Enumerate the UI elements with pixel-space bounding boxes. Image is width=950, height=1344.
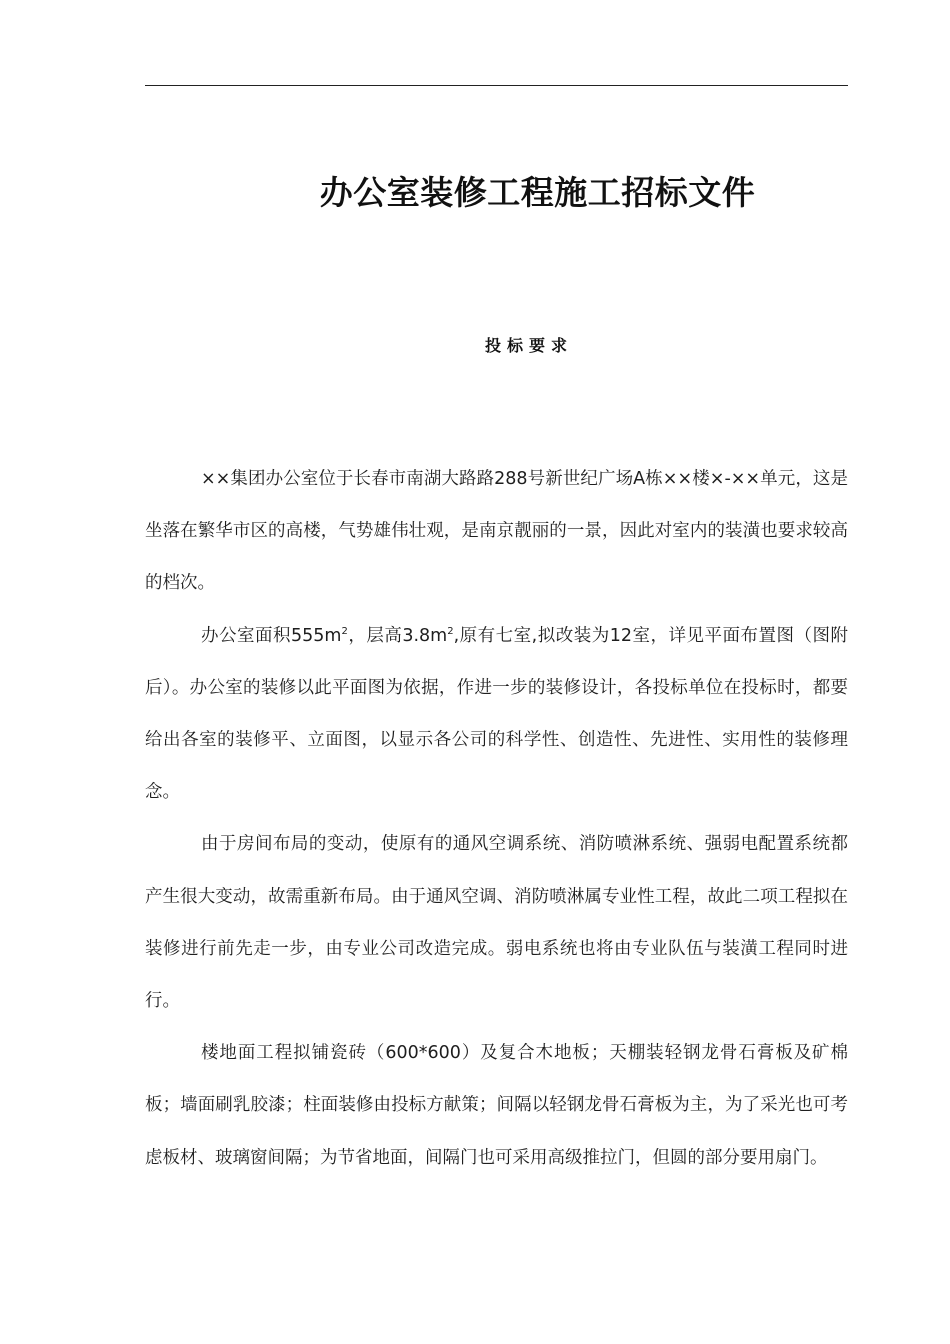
paragraph-location: ××集团办公室位于长春市南湖大路路288号新世纪广场A栋××楼×-××单元，这是坐落在繁华市区的高楼，气势雄伟壮观，是南京靓丽的一景，因此对室内的装潢也要求较高的档次。 bbox=[145, 469, 848, 594]
paragraph-area-text-3: ,原有七室,拟改装为12室，详见平面布置图（图附后）。办公室的装修以此平面图为依据，作进一步的装修设计，各投标单位在投标时，都要给出各室的装修平、立面图，以显示各公司的科学性、创造性、先进性、实用性的装修理念。 bbox=[145, 625, 848, 803]
document-title: 办公室装修工程施工招标文件 bbox=[319, 173, 756, 212]
paragraph-area-text-1: 办公室面积555m bbox=[201, 625, 342, 646]
superscript-2: 2 bbox=[341, 625, 348, 637]
superscript-2: 2 bbox=[447, 625, 454, 637]
paragraph-systems: 由于房间布局的变动，使原有的通风空调系统、消防喷淋系统、强弱电配置系统都产生很大变动，故需重新布局。由于通风空调、消防喷淋属专业性工程，故此二项工程拟在装修进行前先走一步，由专业公司改造完成。弱电系统也将由专业队伍与装潢工程同时进行。 bbox=[145, 834, 848, 1012]
paragraph-finishes: 楼地面工程拟铺瓷砖（600*600）及复合木地板；天棚装轻钢龙骨石膏板及矿棉板；墙面刷乳胶漆；柱面装修由投标方献策；间隔以轻钢龙骨石膏板为主，为了采光也可考虑板材、玻璃窗间隔；为节省地面，间隔门也可采用高级推拉门，但圆的部分要用扇门。 bbox=[145, 1043, 848, 1168]
header-rule bbox=[145, 85, 848, 86]
document-body bbox=[145, 453, 848, 1184]
paragraph-area bbox=[145, 610, 848, 819]
paragraph-area-text-2: ，层高3.8m bbox=[347, 625, 448, 646]
section-heading: 投标要求 bbox=[484, 336, 573, 355]
